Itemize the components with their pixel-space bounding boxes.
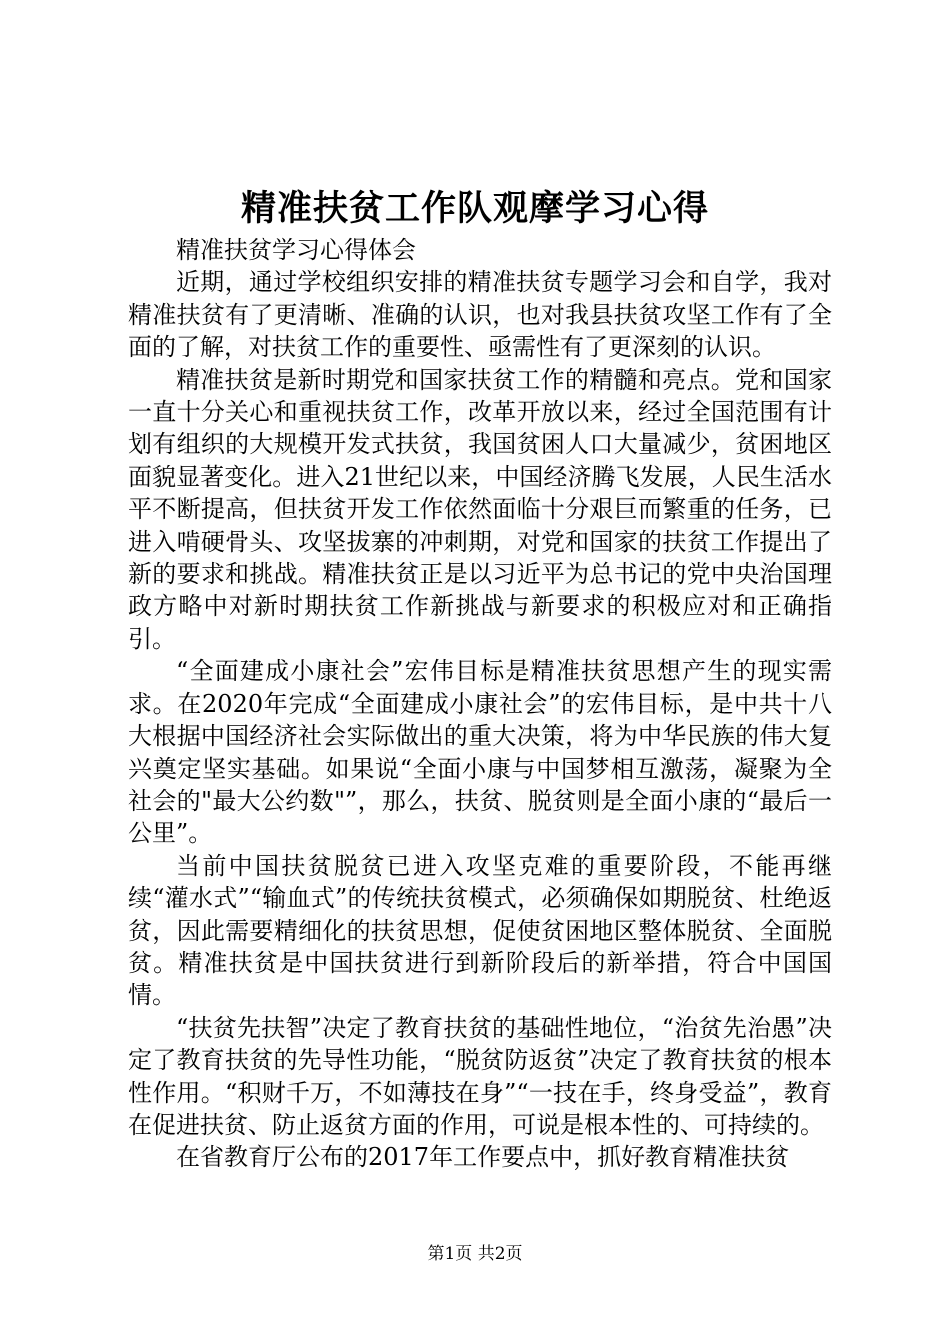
paragraph: “全面建成小康社会”宏伟目标是精准扶贫思想产生的现实需求。在2020年完成“全面建成小康社会”的宏伟目标，是中共十八大根据中国经济社会实际做出的重大决策，将为中华民族的伟大复兴奠定坚实基础。如果说“全面小康与中国梦相互激荡，凝聚为全社会的"最大公约数"”，那么，扶贫、脱贫则是全面小康的“最后一公里”。 xyxy=(128,657,832,848)
page-footer: 第1页 共2页 xyxy=(427,1244,523,1264)
paragraph: 在省教育厅公布的2017年工作要点中，抓好教育精准扶贫 xyxy=(176,1143,790,1172)
paragraph: 精准扶贫是新时期党和国家扶贫工作的精髓和亮点。党和国家一直十分关心和重视扶贫工作，改革开放以来，经过全国范围有计划有组织的大规模开发式扶贫，我国贫困人口大量减少，贫困地区面貌显著变化。进入21世纪以来，中国经济腾飞发展，人民生活水平不断提高，但扶贫开发工作依然面临十分艰巨而繁重的任务，已进入啃硬骨头、攻坚拔寨的冲刺期，对党和国家的扶贫工作提出了新的要求和挑战。精准扶贫正是以习近平为总书记的党中央治国理政方略中对新时期扶贫工作新挑战与新要求的积极应对和正确指引。 xyxy=(128,365,832,653)
paragraph: 精准扶贫学习心得体会 xyxy=(176,236,416,264)
document-body xyxy=(128,234,832,1174)
document-title: 精准扶贫工作队观摩学习心得 xyxy=(240,188,709,229)
paragraph: “扶贫先扶智”决定了教育扶贫的基础性地位，“治贫先治愚”决定了教育扶贫的先导性功能，“脱贫防返贫”决定了教育扶贫的根本性作用。“积财千万，不如薄技在身”“一技在手，终身受益”，教育在促进扶贫、防止返贫方面的作用，可说是根本性的、可持续的。 xyxy=(128,1013,832,1139)
paragraph: 近期，通过学校组织安排的精准扶贫专题学习会和自学，我对精准扶贫有了更清晰、准确的认识，也对我县扶贫攻坚工作有了全面的了解，对扶贫工作的重要性、亟需性有了更深刻的认识。 xyxy=(128,268,832,362)
paragraph: 当前中国扶贫脱贫已进入攻坚克难的重要阶段，不能再继续“灌水式”“输血式”的传统扶贫模式，必须确保如期脱贫、杜绝返贫，因此需要精细化的扶贫思想，促使贫困地区整体脱贫、全面脱贫。精准扶贫是中国扶贫进行到新阶段后的新举措，符合中国国情。 xyxy=(128,851,832,1010)
